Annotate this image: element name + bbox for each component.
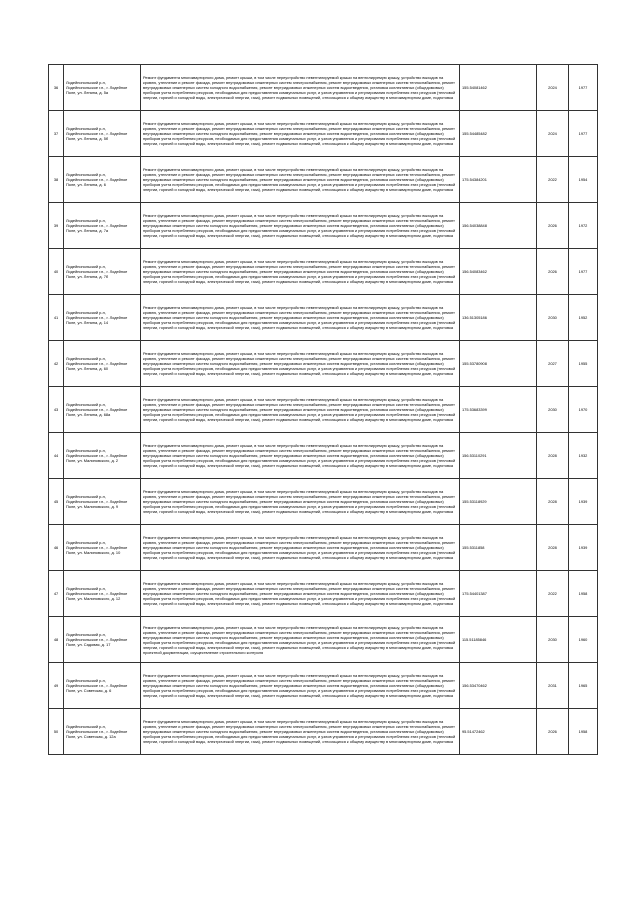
table-row — [49, 65, 598, 111]
row-number: 41 — [49, 295, 64, 341]
row-works — [141, 617, 460, 663]
row-works — [141, 111, 460, 157]
row-number: 36 — [49, 65, 64, 111]
row-planned-year: 2024 — [537, 65, 569, 111]
row-built-year: 1972 — [569, 203, 598, 249]
row-number: 50 — [49, 709, 64, 755]
row-planned-year: 2022 — [537, 571, 569, 617]
row-cost: 155.54081462 — [460, 65, 537, 111]
row-works — [141, 65, 460, 111]
row-address: Лодейнопольский р-н, Лодейнопольское г.п., г. Лодейное Поле, ул. Советская, д. 12а — [64, 709, 141, 755]
row-cost: 156.53470462 — [460, 663, 537, 709]
row-built-year: 1958 — [569, 709, 598, 755]
row-planned-year: 2028 — [537, 525, 569, 571]
row-built-year: 1970 — [569, 387, 598, 433]
table-row — [49, 479, 598, 525]
row-number: 46 — [49, 525, 64, 571]
row-works-text: Ремонт фундамента многоквартирного дома, ремонт крыши, в том числе переустройство невентилируемой крыши на вентилируемую крышу, устройство выходов на кровлю, утепление и ремонт фасада, ремонт внутридомовых инженерных систем электроснабжения, ремонт внутридомовых инженерных систем теплоснабжения, ремонт внутридомовых инженерных систем холодного водоснабжения, ремонт внутридомовых инженерных систем водоотведения, установка коллективных (общедомовых) приборов учета потребления ресурсов, необходимых для предоставления коммунальных услуг, и узлов управления и регулирования потребления этих ресурсов (тепловой энергии, горячей и холодной воды, электрической энергии, газа), ремонт подвальных помещений, относящихся к общему имуществу в многоквартирном доме, подготовка — [143, 351, 456, 376]
row-works — [141, 249, 460, 295]
row-built-year: 1939 — [569, 479, 598, 525]
row-works — [141, 525, 460, 571]
row-address: Лодейнопольский р-н, Лодейнопольское г.п., г. Лодейное Поле, ул. Малиновского, д. 12 — [64, 571, 141, 617]
row-address: Лодейнопольский р-н, Лодейнопольское г.п., г. Лодейное Поле, ул. Ленина, д. 5б — [64, 111, 141, 157]
row-planned-year: 2026 — [537, 709, 569, 755]
row-works — [141, 387, 460, 433]
row-built-year: 1932 — [569, 433, 598, 479]
row-built-year: 1939 — [569, 525, 598, 571]
row-built-year: 1960 — [569, 617, 598, 663]
row-cost: 155.53780908 — [460, 341, 537, 387]
row-works — [141, 203, 460, 249]
row-built-year: 1958 — [569, 571, 598, 617]
table-row — [49, 341, 598, 387]
row-number: 45 — [49, 479, 64, 525]
row-number: 47 — [49, 571, 64, 617]
table-row — [49, 157, 598, 203]
table-row — [49, 617, 598, 663]
row-built-year: 1977 — [569, 65, 598, 111]
row-works-text: Ремонт фундамента многоквартирного дома, ремонт крыши, в том числе переустройство невентилируемой крыши на вентилируемую крышу, устройство выходов на кровлю, утепление и ремонт фасада, ремонт внутридомовых инженерных систем электроснабжения, ремонт внутридомовых инженерных систем теплоснабжения, ремонт внутридомовых инженерных систем холодного водоснабжения, ремонт внутридомовых инженерных систем водоотведения, установка коллективных (общедомовых) приборов учета потребления ресурсов, необходимых для предоставления коммунальных услуг, и узлов управления и регулирования потребления этих ресурсов (тепловой энергии, горячей и холодной воды, электрической энергии, газа), ремонт подвальных помещений, относящихся к общему имуществу в многоквартирном доме, подготовка — [143, 443, 456, 468]
row-planned-year: 2028 — [537, 433, 569, 479]
row-cost: 175.54384201 — [460, 157, 537, 203]
row-works — [141, 295, 460, 341]
table-row — [49, 203, 598, 249]
row-works-text: Ремонт фундамента многоквартирного дома, ремонт крыши, в том числе переустройство невентилируемой крыши на вентилируемую крышу, устройство выходов на кровлю, утепление и ремонт фасада, ремонт внутридомовых инженерных систем электроснабжения, ремонт внутридомовых инженерных систем теплоснабжения, ремонт внутридомовых инженерных систем холодного водоснабжения, ремонт внутридомовых инженерных систем водоотведения, установка коллективных (общедомовых) приборов учета потребления ресурсов, необходимых для предоставления коммунальных услуг, и узлов управления и регулирования потребления этих ресурсов (тепловой энергии, горячей и холодной воды, электрической энергии, газа), ремонт подвальных помещений, относящихся к общему имуществу в многоквартирном доме, подготовка — [143, 489, 456, 514]
row-works — [141, 341, 460, 387]
row-built-year: 1954 — [569, 157, 598, 203]
row-address: Лодейнопольский р-н, Лодейнопольское г.п., г. Лодейное Поле, ул. Ленина, д. 5а — [64, 65, 141, 111]
row-planned-year: 2030 — [537, 295, 569, 341]
capital-repair-table — [48, 64, 598, 755]
row-cost: 156.54038848 — [460, 203, 537, 249]
row-cost: 175.53683399 — [460, 387, 537, 433]
row-address: Лодейнопольский р-н, Лодейнопольское г.п., г. Лодейное Поле, ул. Малиновского, д. 9 — [64, 479, 141, 525]
row-works-text: Ремонт фундамента многоквартирного дома, ремонт крыши, в том числе переустройство невентилируемой крыши на вентилируемую крышу, устройство выходов на кровлю, утепление и ремонт фасада, ремонт внутридомовых инженерных систем электроснабжения, ремонт внутридомовых инженерных систем теплоснабжения, ремонт внутридомовых инженерных систем холодного водоснабжения, ремонт внутридомовых инженерных систем водоотведения, установка коллективных (общедомовых) приборов учета потребления ресурсов, необходимых для предоставления коммунальных услуг, и узлов управления и регулирования потребления этих ресурсов (тепловой энергии, горячей и холодной воды, электрической энергии, газа), ремонт подвальных помещений, относящихся к общему имуществу в многоквартирном доме, подготовка проектной документации, осуществление строительного контроля — [143, 624, 456, 655]
row-number: 39 — [49, 203, 64, 249]
row-address: Лодейнопольский р-н, Лодейнопольское г.п., г. Лодейное Поле, ул. Малиновского, д. 10 — [64, 525, 141, 571]
row-address: Лодейнопольский р-н, Лодейнопольское г.п., г. Лодейное Поле, ул. Садовая, д. 17 — [64, 617, 141, 663]
row-works-text: Ремонт фундамента многоквартирного дома, ремонт крыши, в том числе переустройство невентилируемой крыши на вентилируемую крышу, устройство выходов на кровлю, утепление и ремонт фасада, ремонт внутридомовых инженерных систем электроснабжения, ремонт внутридомовых инженерных систем теплоснабжения, ремонт внутридомовых инженерных систем холодного водоснабжения, ремонт внутридомовых инженерных систем водоотведения, установка коллективных (общедомовых) приборов учета потребления ресурсов, необходимых для предоставления коммунальных услуг, и узлов управления и регулирования потребления этих ресурсов (тепловой энергии, горячей и холодной воды, электрической энергии, газа), ремонт подвальных помещений, относящихся к общему имуществу в многоквартирном доме, подготовка — [143, 535, 456, 560]
row-planned-year: 2028 — [537, 479, 569, 525]
row-number: 44 — [49, 433, 64, 479]
row-cost: 156.53110291 — [460, 433, 537, 479]
row-planned-year: 2022 — [537, 157, 569, 203]
row-built-year: 1952 — [569, 295, 598, 341]
row-works — [141, 157, 460, 203]
row-address: Лодейнопольский р-н, Лодейнопольское г.п., г. Лодейное Поле, ул. Ленина, д. 7б — [64, 249, 141, 295]
table-row — [49, 525, 598, 571]
row-address: Лодейнопольский р-н, Лодейнопольское г.п., г. Лодейное Поле, ул. Ленина, д. 60 — [64, 341, 141, 387]
row-cost: 156.54083462 — [460, 249, 537, 295]
table-row — [49, 433, 598, 479]
row-works — [141, 479, 460, 525]
table-row — [49, 111, 598, 157]
row-cost: 95.51472462 — [460, 709, 537, 755]
row-address: Лодейнопольский р-н, Лодейнопольское г.п., г. Лодейное Поле, ул. Малиновского, д. 2 — [64, 433, 141, 479]
table-row — [49, 663, 598, 709]
table-row — [49, 709, 598, 755]
row-number: 38 — [49, 157, 64, 203]
row-built-year: 1965 — [569, 663, 598, 709]
table-row — [49, 249, 598, 295]
table-row — [49, 295, 598, 341]
row-planned-year: 2026 — [537, 249, 569, 295]
row-cost: 155.53118929 — [460, 479, 537, 525]
row-works-text: Ремонт фундамента многоквартирного дома, ремонт крыши, в том числе переустройство невентилируемой крыши на вентилируемую крышу, устройство выходов на кровлю, утепление и ремонт фасада, ремонт внутридомовых инженерных систем электроснабжения, ремонт внутридомовых инженерных систем теплоснабжения, ремонт внутридомовых инженерных систем холодного водоснабжения, ремонт внутридомовых инженерных систем водоотведения, установка коллективных (общедомовых) приборов учета потребления ресурсов, необходимых для предоставления коммунальных услуг, и узлов управления и регулирования потребления этих ресурсов (тепловой энергии, горячей и холодной воды, электрической энергии, газа), ремонт подвальных помещений, относящихся к общему имуществу в многоквартирном доме, подготовка — [143, 213, 456, 238]
row-planned-year: 2026 — [537, 203, 569, 249]
row-cost: 155.5311858 — [460, 525, 537, 571]
row-number: 42 — [49, 341, 64, 387]
row-address: Лодейнопольский р-н, Лодейнопольское г.п., г. Лодейное Поле, ул. Ленина, д. 6 — [64, 157, 141, 203]
table-body — [49, 65, 598, 755]
row-works-text: Ремонт фундамента многоквартирного дома, ремонт крыши, в том числе переустройство невентилируемой крыши на вентилируемую крышу, устройство выходов на кровлю, утепление и ремонт фасада, ремонт внутридомовых инженерных систем электроснабжения, ремонт внутридомовых инженерных систем теплоснабжения, ремонт внутридомовых инженерных систем холодного водоснабжения, ремонт внутридомовых инженерных систем водоотведения, установка коллективных (общедомовых) приборов учета потребления ресурсов, необходимых для предоставления коммунальных услуг, и узлов управления и регулирования потребления этих ресурсов (тепловой энергии, горячей и холодной воды, электрической энергии, газа), ремонт подвальных помещений, относящихся к общему имуществу в многоквартирном доме, подготовка — [143, 259, 456, 284]
row-works-text: Ремонт фундамента многоквартирного дома, ремонт крыши, в том числе переустройство невентилируемой крыши на вентилируемую крышу, устройство выходов на кровлю, утепление и ремонт фасада, ремонт внутридомовых инженерных систем электроснабжения, ремонт внутридомовых инженерных систем теплоснабжения, ремонт внутридомовых инженерных систем холодного водоснабжения, ремонт внутридомовых инженерных систем водоотведения, установка коллективных (общедомовых) приборов учета потребления ресурсов, необходимых для предоставления коммунальных услуг, и узлов управления и регулирования потребления этих ресурсов (тепловой энергии, горячей и холодной воды, электрической энергии, газа), ремонт подвальных помещений, относящихся к общему имуществу в многоквартирном доме, подготовка — [143, 397, 456, 422]
row-built-year: 1977 — [569, 111, 598, 157]
row-address: Лодейнопольский р-н, Лодейнопольское г.п., г. Лодейное Поле, ул. Советская, д. 6 — [64, 663, 141, 709]
row-built-year: 1977 — [569, 249, 598, 295]
row-built-year: 1955 — [569, 341, 598, 387]
row-works — [141, 709, 460, 755]
row-number: 48 — [49, 617, 64, 663]
row-works-text: Ремонт фундамента многоквартирного дома, ремонт крыши, в том числе переустройство невентилируемой крыши на вентилируемую крышу, устройство выходов на кровлю, утепление и ремонт фасада, ремонт внутридомовых инженерных систем электроснабжения, ремонт внутридомовых инженерных систем теплоснабжения, ремонт внутридомовых инженерных систем холодного водоснабжения, ремонт внутридомовых инженерных систем водоотведения, установка коллективных (общедомовых) приборов учета потребления ресурсов, необходимых для предоставления коммунальных услуг, и узлов управления и регулирования потребления этих ресурсов (тепловой энергии, горячей и холодной воды, электрической энергии, газа), ремонт подвальных помещений, относящихся к общему имуществу в многоквартирном доме, подготовка — [143, 75, 456, 100]
row-works-text: Ремонт фундамента многоквартирного дома, ремонт крыши, в том числе переустройство невентилируемой крыши на вентилируемую крышу, устройство выходов на кровлю, утепление и ремонт фасада, ремонт внутридомовых инженерных систем электроснабжения, ремонт внутридомовых инженерных систем теплоснабжения, ремонт внутридомовых инженерных систем холодного водоснабжения, ремонт внутридомовых инженерных систем водоотведения, установка коллективных (общедомовых) приборов учета потребления ресурсов, необходимых для предоставления коммунальных услуг, и узлов управления и регулирования потребления этих ресурсов (тепловой энергии, горячей и холодной воды, электрической энергии, газа), ремонт подвальных помещений, относящихся к общему имуществу в многоквартирном доме, подготовка — [143, 719, 456, 744]
row-number: 49 — [49, 663, 64, 709]
row-number: 43 — [49, 387, 64, 433]
row-works-text: Ремонт фундамента многоквартирного дома, ремонт крыши, в том числе переустройство невентилируемой крыши на вентилируемую крышу, устройство выходов на кровлю, утепление и ремонт фасада, ремонт внутридомовых инженерных систем электроснабжения, ремонт внутридомовых инженерных систем теплоснабжения, ремонт внутридомовых инженерных систем холодного водоснабжения, ремонт внутридомовых инженерных систем водоотведения, установка коллективных (общедомовых) приборов учета потребления ресурсов, необходимых для предоставления коммунальных услуг, и узлов управления и регулирования потребления этих ресурсов (тепловой энергии, горячей и холодной воды, электрической энергии, газа), ремонт подвальных помещений, относящихся к общему имуществу в многоквартирном доме, подготовка — [143, 121, 456, 146]
row-works-text: Ремонт фундамента многоквартирного дома, ремонт крыши, в том числе переустройство невентилируемой крыши на вентилируемую крышу, устройство выходов на кровлю, утепление и ремонт фасада, ремонт внутридомовых инженерных систем электроснабжения, ремонт внутридомовых инженерных систем теплоснабжения, ремонт внутридомовых инженерных систем холодного водоснабжения, ремонт внутридомовых инженерных систем водоотведения, установка коллективных (общедомовых) приборов учета потребления ресурсов, необходимых для предоставления коммунальных услуг, и узлов управления и регулирования потребления этих ресурсов (тепловой энергии, горячей и холодной воды, электрической энергии, газа), ремонт подвальных помещений, относящихся к общему имуществу в многоквартирном доме, подготовка — [143, 167, 456, 192]
row-address: Лодейнопольский р-н, Лодейнопольское г.п., г. Лодейное Поле, ул. Ленина, д. 14 — [64, 295, 141, 341]
row-address: Лодейнопольский р-н, Лодейнопольское г.п., г. Лодейное Поле, ул. Ленина, д. 7а — [64, 203, 141, 249]
row-number: 37 — [49, 111, 64, 157]
row-planned-year: 2030 — [537, 387, 569, 433]
row-works — [141, 571, 460, 617]
row-works-text: Ремонт фундамента многоквартирного дома, ремонт крыши, в том числе переустройство невентилируемой крыши на вентилируемую крышу, устройство выходов на кровлю, утепление и ремонт фасада, ремонт внутридомовых инженерных систем электроснабжения, ремонт внутридомовых инженерных систем теплоснабжения, ремонт внутридомовых инженерных систем холодного водоснабжения, ремонт внутридомовых инженерных систем водоотведения, установка коллективных (общедомовых) приборов учета потребления ресурсов, необходимых для предоставления коммунальных услуг, и узлов управления и регулирования потребления этих ресурсов (тепловой энергии, горячей и холодной воды, электрической энергии, газа), ремонт подвальных помещений, относящихся к общему имуществу в многоквартирном доме, подготовка — [143, 581, 456, 606]
row-planned-year: 2027 — [537, 341, 569, 387]
row-works — [141, 663, 460, 709]
table-row — [49, 571, 598, 617]
row-cost: 175.54401387 — [460, 571, 537, 617]
table-row — [49, 387, 598, 433]
row-works-text: Ремонт фундамента многоквартирного дома, ремонт крыши, в том числе переустройство невентилируемой крыши на вентилируемую крышу, устройство выходов на кровлю, утепление и ремонт фасада, ремонт внутридомовых инженерных систем электроснабжения, ремонт внутридомовых инженерных систем теплоснабжения, ремонт внутридомовых инженерных систем холодного водоснабжения, ремонт внутридомовых инженерных систем водоотведения, установка коллективных (общедомовых) приборов учета потребления ресурсов, необходимых для предоставления коммунальных услуг, и узлов управления и регулирования потребления этих ресурсов (тепловой энергии, горячей и холодной воды, электрической энергии, газа), ремонт подвальных помещений, относящихся к общему имуществу в многоквартирном доме, подготовка — [143, 305, 456, 330]
row-planned-year: 2031 — [537, 663, 569, 709]
row-planned-year: 2030 — [537, 617, 569, 663]
row-number: 40 — [49, 249, 64, 295]
row-works-text: Ремонт фундамента многоквартирного дома, ремонт крыши, в том числе переустройство невентилируемой крыши на вентилируемую крышу, устройство выходов на кровлю, утепление и ремонт фасада, ремонт внутридомовых инженерных систем электроснабжения, ремонт внутридомовых инженерных систем теплоснабжения, ремонт внутридомовых инженерных систем холодного водоснабжения, ремонт внутридомовых инженерных систем водоотведения, установка коллективных (общедомовых) приборов учета потребления ресурсов, необходимых для предоставления коммунальных услуг, и узлов управления и регулирования потребления этих ресурсов (тепловой энергии, горячей и холодной воды, электрической энергии, газа), ремонт подвальных помещений, относящихся к общему имуществу в многоквартирном доме, подготовка — [143, 673, 456, 698]
row-works — [141, 433, 460, 479]
row-cost: 136.51305186 — [460, 295, 537, 341]
row-cost: 155.54485482 — [460, 111, 537, 157]
row-planned-year: 2024 — [537, 111, 569, 157]
row-cost: 115.51185846 — [460, 617, 537, 663]
row-address: Лодейнопольский р-н, Лодейнопольское г.п., г. Лодейное Поле, ул. Ленина, д. 68а — [64, 387, 141, 433]
